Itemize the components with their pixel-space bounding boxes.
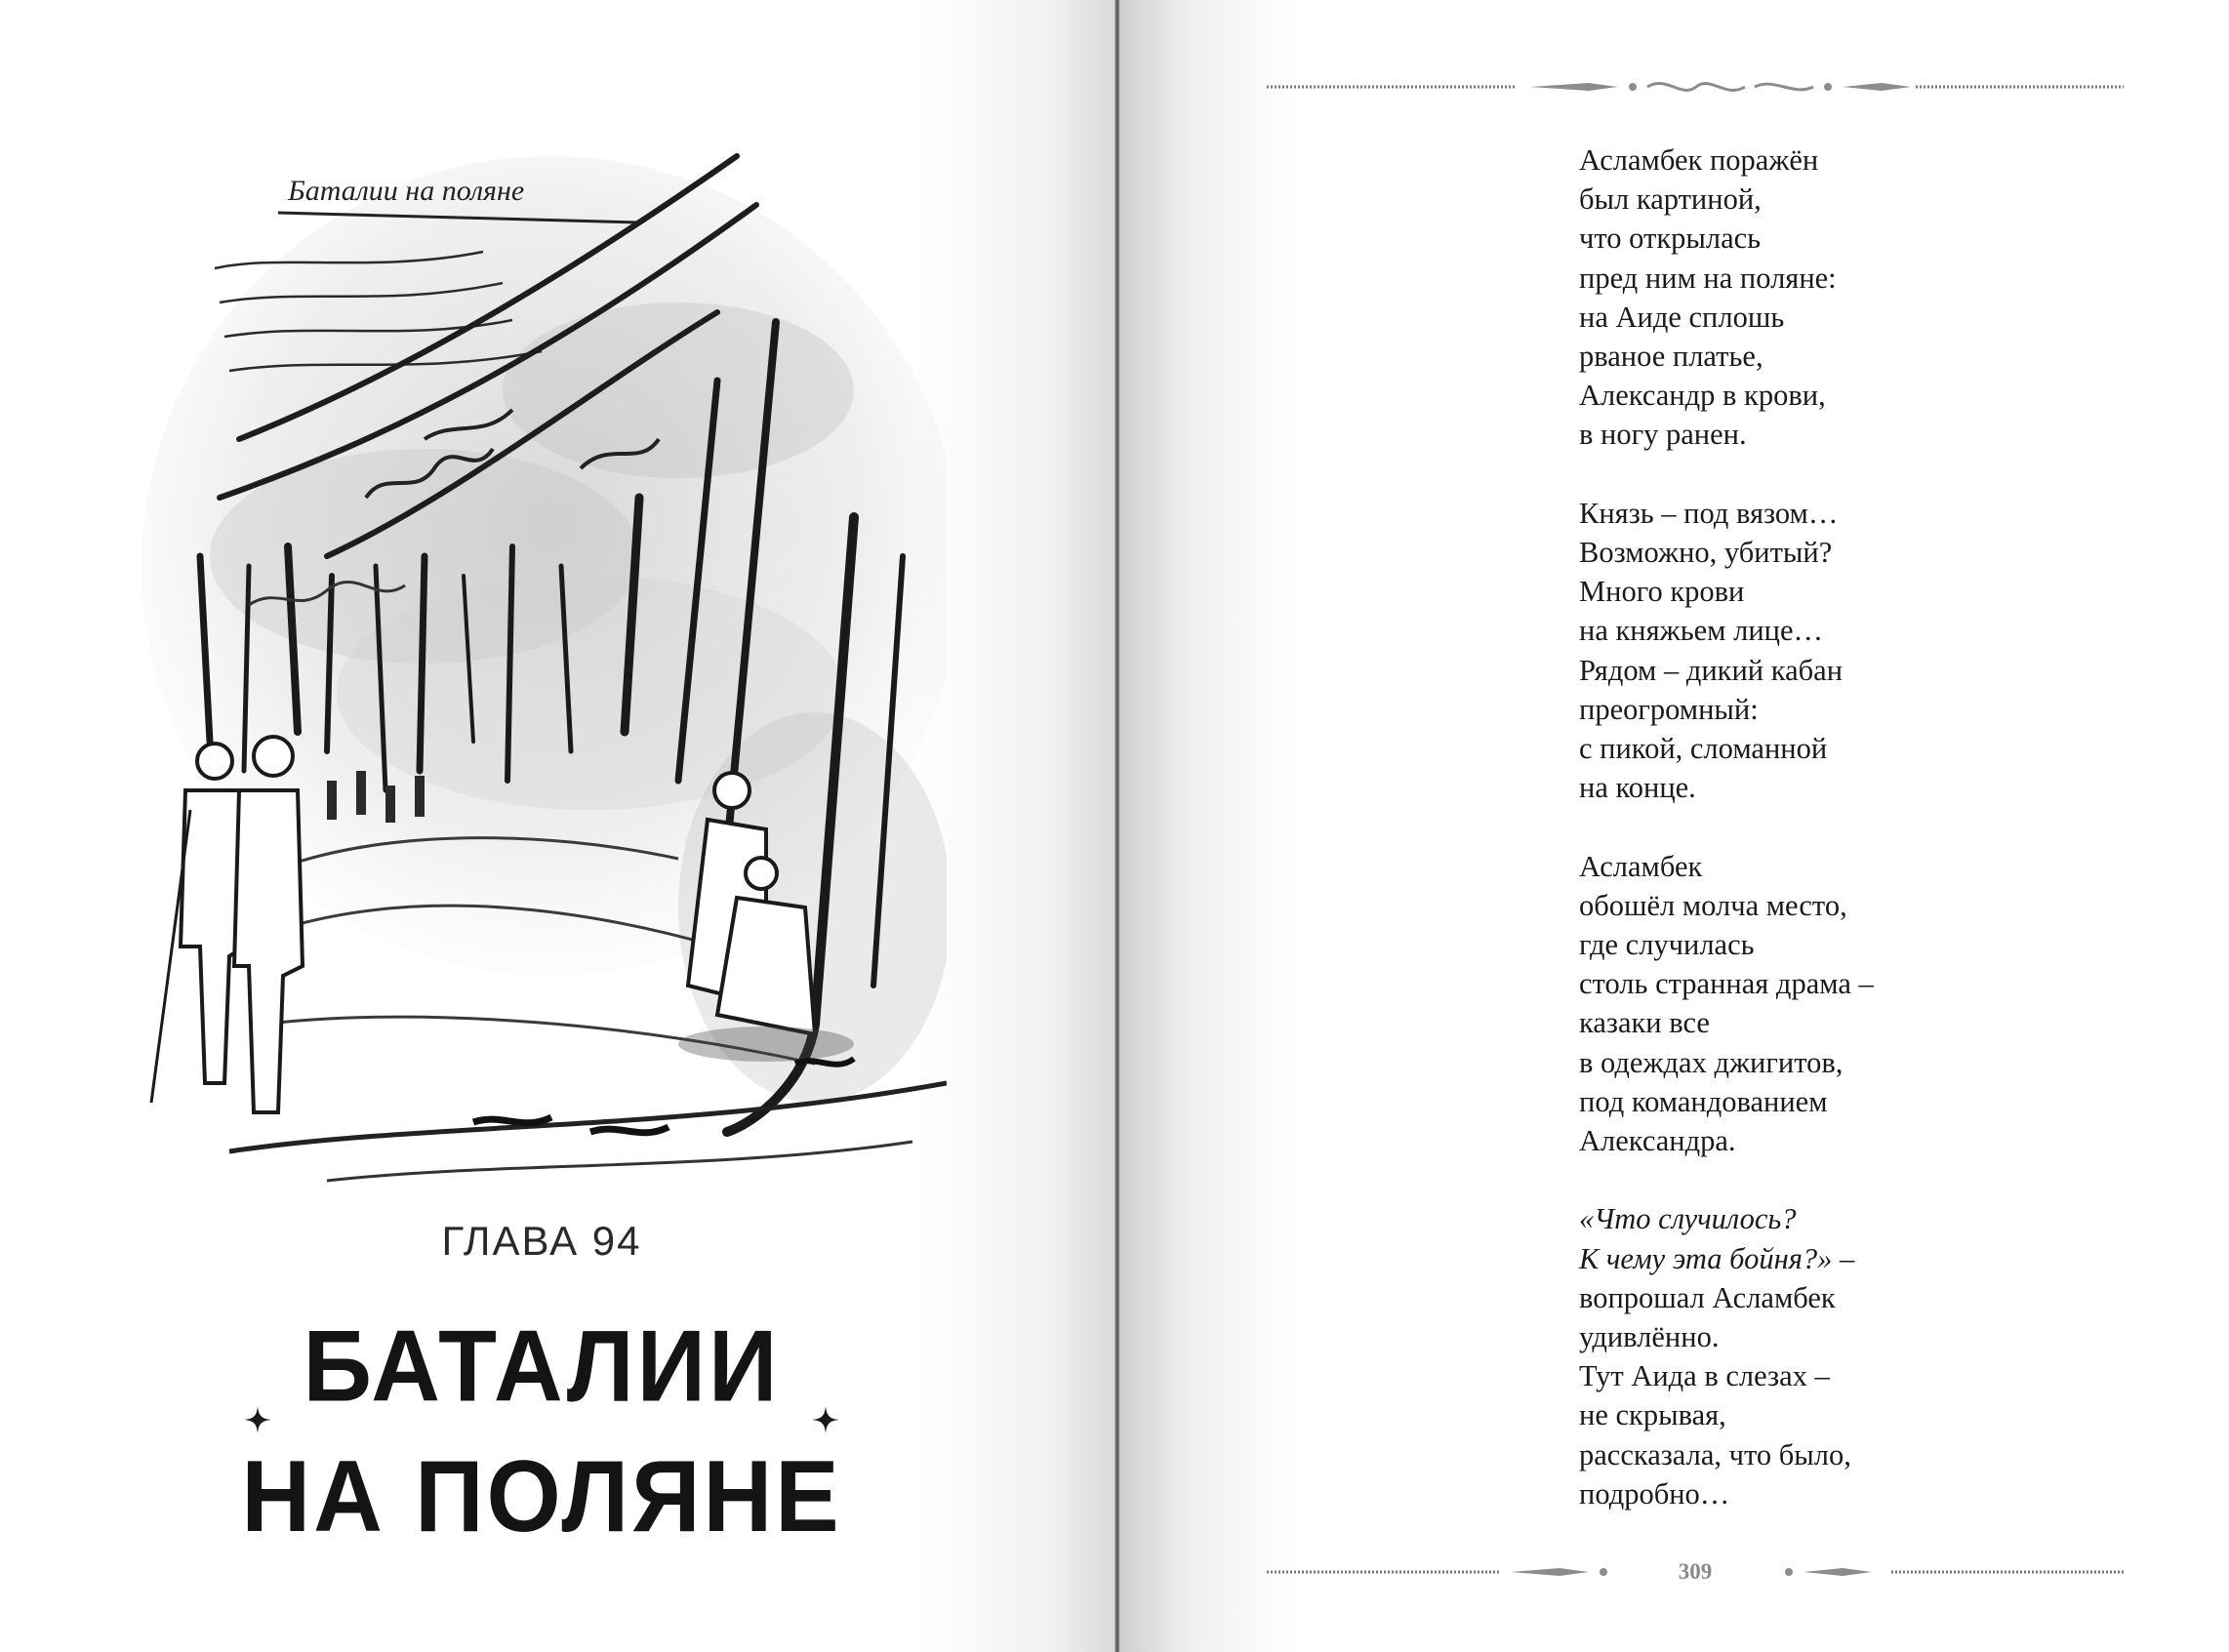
poem-line-italic-part: К чему эта бойня?»	[1579, 1241, 1833, 1275]
poem-line: где случилась	[1579, 928, 1755, 962]
poem-line: Тут Аида в слезах –	[1579, 1359, 1830, 1393]
poem-line: Александр в крови,	[1579, 379, 1826, 413]
poem-stanza	[1579, 141, 2106, 455]
poem-line: Рядом – дикий кабан	[1579, 653, 1844, 687]
poem-line: обошёл молча место,	[1579, 888, 1847, 922]
poem-line: с пикой, сломанной	[1579, 732, 1828, 766]
illustration-inscription: Баталии на поляне	[288, 175, 525, 207]
poem-line: удивлённо.	[1579, 1320, 1720, 1354]
chapter-title	[0, 1300, 1083, 1560]
poem-line: Асламбек	[1579, 849, 1703, 883]
poem-line: Александра.	[1579, 1124, 1736, 1158]
page-number: 309	[1651, 1557, 1739, 1587]
poem-line: Возможно, убитый?	[1579, 536, 1833, 570]
poem-line: Князь – под вязом…	[1579, 496, 1839, 530]
chapter-title-line-1: БАТАЛИИ	[303, 1308, 781, 1423]
poem-line-tail: –	[1832, 1241, 1855, 1275]
poem-line: на конце.	[1579, 771, 1696, 805]
chapter-title-line-2: НА ПОЛЯНЕ	[241, 1438, 842, 1553]
poem-line: вопрошал Асламбек	[1579, 1280, 1836, 1314]
poem-line: был картиной,	[1579, 182, 1762, 217]
poem-stanza	[1579, 847, 2106, 1161]
poem-line: рваное платье,	[1579, 340, 1763, 374]
poem-line: под командованием	[1579, 1084, 1828, 1118]
decorative-flourish-divider-icon	[1267, 73, 2124, 101]
poem-line: «Что случилось?	[1579, 1202, 1797, 1236]
four-point-star-icon	[243, 1405, 272, 1434]
poem-line: на княжьем лице…	[1579, 614, 1824, 648]
poem-stanza	[1579, 1199, 2106, 1513]
poem-line: в ногу ранен.	[1579, 418, 1747, 452]
poem-line: Асламбек поражён	[1579, 143, 1819, 177]
poem-line: рассказала, что было,	[1579, 1437, 1851, 1471]
poem-line: что открылась	[1579, 222, 1762, 256]
poem-line: не скрывая,	[1579, 1398, 1726, 1432]
poem-text	[1579, 141, 2106, 1513]
poem-line: на Аиде сплошь	[1579, 300, 1785, 334]
poem-line: подробно…	[1579, 1476, 1730, 1511]
poem-line	[1579, 1239, 2106, 1278]
poem-line: казаки все	[1579, 1006, 1710, 1040]
ink-sketch-illustration	[132, 146, 947, 1200]
four-point-star-icon	[811, 1405, 840, 1434]
poem-line: столь странная драма –	[1579, 967, 1874, 1001]
poem-line: в одеждах джигитов,	[1579, 1045, 1844, 1079]
poem-stanza	[1579, 494, 2106, 808]
poem-line: пред ним на поляне:	[1579, 261, 1837, 295]
poem-line: Много крови	[1579, 575, 1745, 609]
poem-line: преогромный:	[1579, 692, 1759, 726]
chapter-number: ГЛАВА 94	[441, 1218, 642, 1264]
